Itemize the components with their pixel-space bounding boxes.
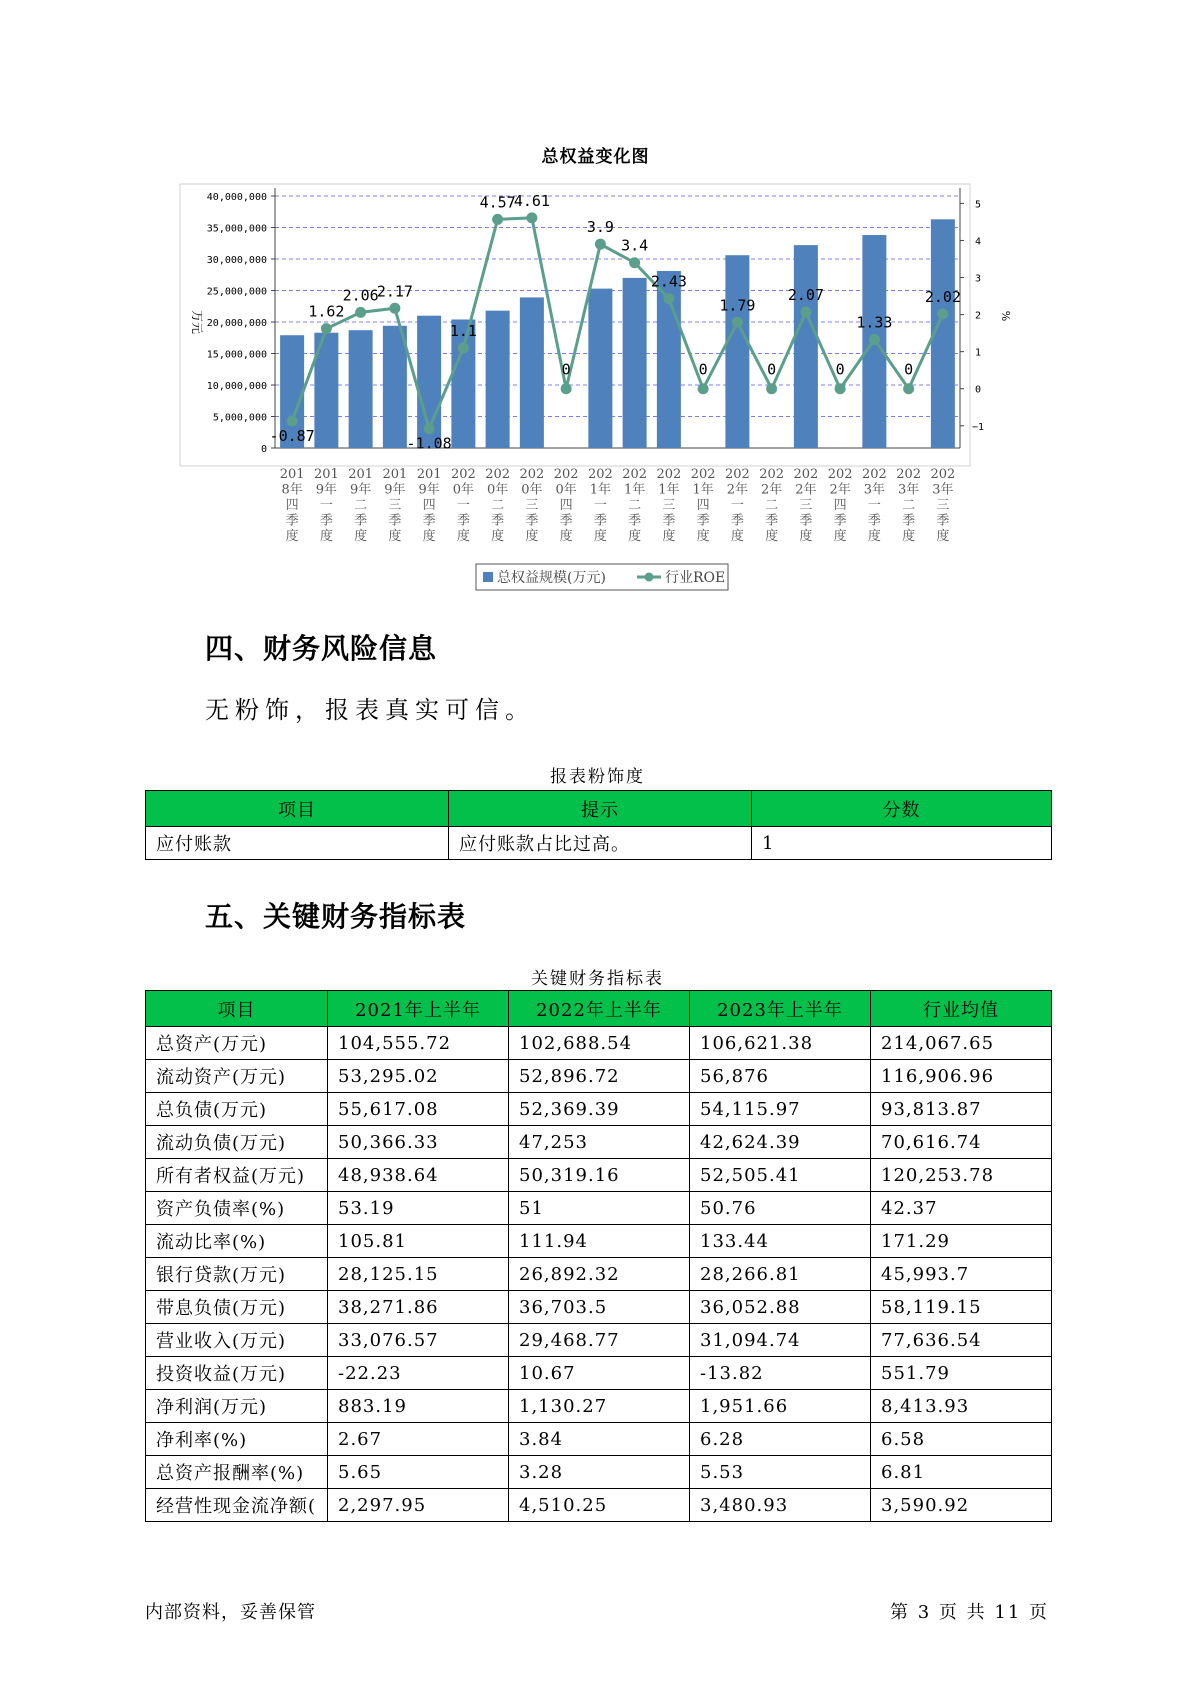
value-cell: 53,295.02: [328, 1060, 509, 1093]
x-tick-label: 9年: [418, 482, 440, 498]
value-cell: 29,468.77: [509, 1324, 690, 1357]
value-cell: 50,319.16: [509, 1159, 690, 1192]
roe-data-label: 1.79: [719, 296, 756, 315]
value-cell: 3.28: [509, 1456, 690, 1489]
x-tick-label: 季: [456, 513, 470, 529]
row-label-cell: 应付账款: [146, 827, 449, 860]
t2-header-cell: 2022年上半年: [509, 991, 690, 1027]
value-cell: 55,617.08: [328, 1093, 509, 1126]
roe-data-label: 2.02: [924, 287, 961, 306]
x-tick-label: 度: [628, 529, 642, 544]
x-tick-label: 四: [422, 498, 436, 513]
table-row: [146, 1060, 1052, 1093]
value-cell: 52,505.41: [690, 1159, 871, 1192]
roe-point: [766, 383, 777, 394]
y-tick-label: 40,000,000: [206, 192, 267, 203]
x-tick-label: 二: [491, 498, 505, 513]
x-tick-label: 1年: [623, 482, 646, 498]
roe-data-label: 4.57: [479, 193, 516, 212]
x-tick-label: 度: [285, 529, 299, 544]
roe-point: [492, 214, 503, 225]
x-tick-label: 季: [902, 513, 916, 529]
value-cell: 2.67: [328, 1423, 509, 1456]
value-cell: 1,130.27: [509, 1390, 690, 1423]
chart-title: 总权益变化图: [541, 147, 650, 167]
value-cell: 3,590.92: [871, 1489, 1052, 1522]
legend-line-marker: [645, 573, 654, 582]
roe-point: [561, 383, 572, 394]
x-tick-label: 季: [354, 513, 368, 529]
y2-tick-label: 5: [974, 199, 982, 211]
x-tick-label: 四: [833, 498, 847, 513]
x-tick-label: 季: [422, 513, 436, 529]
value-cell: 52,896.72: [509, 1060, 690, 1093]
x-tick-label: 201: [382, 467, 408, 482]
roe-data-label: 3.9: [586, 218, 614, 237]
x-tick-label: 202: [759, 467, 785, 482]
value-cell: 36,703.5: [509, 1291, 690, 1324]
value-cell: 171.29: [871, 1225, 1052, 1258]
value-cell: 133.44: [690, 1225, 871, 1258]
x-tick-label: 度: [593, 529, 607, 544]
value-cell: 42,624.39: [690, 1126, 871, 1159]
roe-point: [835, 383, 846, 394]
value-cell: 551.79: [871, 1357, 1052, 1390]
window-dressing-table: [145, 790, 1052, 860]
x-tick-label: 季: [696, 513, 710, 529]
bar: [486, 311, 510, 448]
y2-tick-label: 1: [974, 347, 982, 359]
roe-point: [937, 308, 948, 319]
table-row: [146, 1126, 1052, 1159]
table-row: [146, 1423, 1052, 1456]
value-cell: 6.81: [871, 1456, 1052, 1489]
x-tick-label: 1年: [692, 482, 714, 498]
table-row: [146, 827, 1052, 860]
row-label-cell: 总资产(万元): [146, 1027, 328, 1060]
x-tick-label: 一: [867, 498, 881, 513]
roe-point: [800, 306, 811, 317]
x-tick-label: 季: [662, 513, 676, 529]
value-cell: 51: [509, 1192, 690, 1225]
value-cell: 54,115.97: [690, 1093, 871, 1126]
value-cell: 93,813.87: [871, 1093, 1052, 1126]
value-cell: 6.58: [871, 1423, 1052, 1456]
x-tick-label: 度: [936, 529, 950, 544]
value-cell: 116,906.96: [871, 1060, 1052, 1093]
row-label-cell: 净利率(%): [146, 1423, 328, 1456]
roe-point: [663, 293, 674, 304]
x-tick-label: 度: [319, 529, 333, 544]
x-tick-label: 9年: [349, 482, 372, 498]
table-row: [146, 1456, 1052, 1489]
x-tick-label: 一: [730, 498, 744, 513]
x-tick-label: 一: [593, 498, 607, 513]
roe-point: [458, 342, 469, 353]
x-tick-label: 2年: [760, 482, 783, 498]
value-cell: 1,951.66: [690, 1390, 871, 1423]
value-cell: -13.82: [690, 1357, 871, 1390]
x-tick-label: 度: [662, 529, 676, 544]
x-tick-label: 季: [765, 513, 779, 529]
x-tick-label: 四: [559, 498, 573, 513]
y2-tick-label: 0: [974, 384, 982, 396]
x-tick-label: 季: [491, 513, 505, 529]
x-tick-label: 度: [422, 529, 436, 544]
x-tick-label: 201: [416, 467, 442, 482]
x-tick-label: 季: [936, 513, 950, 529]
y-tick-label: 15,000,000: [206, 349, 267, 361]
table-row: [146, 1258, 1052, 1291]
section5-heading: 五、关键财务指标表: [205, 900, 467, 933]
value-cell: 58,119.15: [871, 1291, 1052, 1324]
legend-line-label: 行业ROE: [665, 570, 726, 586]
table-row: [146, 1225, 1052, 1258]
value-cell: 102,688.54: [509, 1027, 690, 1060]
value-cell: 1: [752, 827, 1052, 860]
row-label-cell: 营业收入(万元): [146, 1324, 328, 1357]
roe-data-label: 1.62: [308, 302, 345, 321]
x-tick-label: 0年: [555, 482, 577, 498]
roe-data-label: 2.06: [342, 286, 379, 305]
roe-point: [321, 323, 332, 334]
x-tick-label: 三: [662, 498, 676, 513]
value-cell: 5.65: [328, 1456, 509, 1489]
x-tick-label: 202: [519, 467, 545, 482]
value-cell: 214,067.65: [871, 1027, 1052, 1060]
table-row: [146, 1291, 1052, 1324]
bar: [520, 297, 544, 448]
x-tick-label: 度: [456, 529, 470, 544]
roe-point: [287, 415, 298, 426]
x-tick-label: 度: [388, 529, 402, 544]
x-tick-label: 201: [313, 467, 339, 482]
value-cell: 111.94: [509, 1225, 690, 1258]
y2-axis-title: %: [999, 310, 1012, 322]
x-tick-label: 季: [388, 513, 402, 529]
value-cell: 70,616.74: [871, 1126, 1052, 1159]
x-tick-label: 202: [553, 467, 579, 482]
row-label-cell: 资产负债率(%): [146, 1192, 328, 1225]
x-tick-label: 度: [491, 529, 505, 544]
x-tick-label: 二: [628, 498, 642, 513]
x-tick-label: 202: [724, 467, 750, 482]
value-cell: 104,555.72: [328, 1027, 509, 1060]
row-label-cell: 净利润(万元): [146, 1390, 328, 1423]
roe-point: [903, 383, 914, 394]
x-tick-label: 201: [279, 467, 305, 482]
value-cell: 53.19: [328, 1192, 509, 1225]
x-tick-label: 2年: [829, 482, 851, 498]
value-cell: 883.19: [328, 1390, 509, 1423]
x-tick-label: 二: [354, 498, 368, 513]
y-tick-label: 20,000,000: [206, 318, 267, 329]
value-cell: 应付账款占比过高。: [449, 827, 752, 860]
roe-data-label: -1.08: [406, 434, 452, 453]
x-tick-label: 四: [696, 498, 710, 513]
roe-data-label: -0.87: [269, 426, 315, 445]
y-axis-title: 万元: [190, 309, 204, 335]
y-tick-label: 30,000,000: [206, 255, 267, 266]
value-cell: 33,076.57: [328, 1324, 509, 1357]
x-tick-label: 度: [354, 529, 368, 544]
x-tick-label: 0年: [486, 482, 509, 498]
roe-data-label: 3.4: [621, 236, 649, 255]
x-tick-label: 季: [593, 513, 607, 529]
roe-data-label: 2.07: [787, 285, 824, 304]
roe-point: [698, 383, 709, 394]
value-cell: 50.76: [690, 1192, 871, 1225]
value-cell: 28,266.81: [690, 1258, 871, 1291]
x-tick-label: 四: [285, 498, 299, 513]
x-tick-label: 二: [765, 498, 779, 513]
x-tick-label: 季: [559, 513, 573, 529]
t1-header-cell: 分数: [752, 791, 1052, 827]
value-cell: 3.84: [509, 1423, 690, 1456]
row-label-cell: 流动负债(万元): [146, 1126, 328, 1159]
roe-point: [629, 257, 640, 268]
roe-data-label: 0: [698, 360, 708, 379]
value-cell: 56,876: [690, 1060, 871, 1093]
y-tick-label: 0: [260, 444, 267, 455]
y2-tick-label: 4: [974, 236, 982, 248]
x-tick-label: 8年: [281, 482, 303, 498]
roe-point: [389, 303, 400, 314]
bar: [349, 330, 373, 448]
value-cell: 42.37: [871, 1192, 1052, 1225]
footer-confidential: 内部资料，妥善保管: [145, 1602, 316, 1623]
table-row: [146, 1324, 1052, 1357]
section4-text: 无粉饰，报表真实可信。: [205, 696, 535, 724]
roe-data-label: 2.43: [650, 272, 687, 291]
x-tick-label: 202: [827, 467, 853, 482]
x-tick-label: 202: [622, 467, 648, 482]
x-tick-label: 度: [799, 529, 813, 544]
x-tick-label: 9年: [315, 482, 338, 498]
table-row: [146, 1027, 1052, 1060]
row-label-cell: 流动资产(万元): [146, 1060, 328, 1093]
bar: [623, 278, 647, 448]
x-tick-label: 202: [861, 467, 887, 482]
roe-data-label: 0: [767, 360, 777, 379]
x-tick-label: 一: [456, 498, 470, 513]
table-row: [146, 1192, 1052, 1225]
roe-data-label: 1.33: [856, 313, 893, 332]
table-row: [146, 1093, 1052, 1126]
t2-header-cell: 2021年上半年: [328, 991, 509, 1027]
value-cell: 77,636.54: [871, 1324, 1052, 1357]
y2-tick-label: 3: [974, 273, 982, 285]
x-tick-label: 0年: [521, 482, 543, 498]
roe-data-label: 0: [835, 360, 845, 379]
row-label-cell: 所有者权益(万元): [146, 1159, 328, 1192]
roe-data-label: 4.61: [513, 191, 550, 210]
x-tick-label: 季: [525, 513, 539, 529]
roe-point: [424, 423, 435, 434]
value-cell: 38,271.86: [328, 1291, 509, 1324]
row-label-cell: 投资收益(万元): [146, 1357, 328, 1390]
x-tick-label: 202: [930, 467, 956, 482]
value-cell: 52,369.39: [509, 1093, 690, 1126]
x-tick-label: 度: [696, 529, 710, 544]
value-cell: 45,993.7: [871, 1258, 1052, 1291]
bar: [725, 255, 749, 448]
y2-tick-label: 2: [974, 310, 982, 322]
x-tick-label: 季: [833, 513, 847, 529]
value-cell: 120,253.78: [871, 1159, 1052, 1192]
value-cell: -22.23: [328, 1357, 509, 1390]
table-row: [146, 1390, 1052, 1423]
value-cell: 10.67: [509, 1357, 690, 1390]
roe-point: [355, 307, 366, 318]
value-cell: 36,052.88: [690, 1291, 871, 1324]
section4-heading: 四、财务风险信息: [205, 632, 438, 665]
x-tick-label: 2年: [726, 482, 749, 498]
x-tick-label: 度: [559, 529, 573, 544]
value-cell: 6.28: [690, 1423, 871, 1456]
value-cell: 28,125.15: [328, 1258, 509, 1291]
value-cell: 2,297.95: [328, 1489, 509, 1522]
x-tick-label: 二: [902, 498, 916, 513]
y2-tick-label: −1: [971, 421, 985, 433]
value-cell: 47,253: [509, 1126, 690, 1159]
t2-header-cell: 行业均值: [871, 991, 1052, 1027]
value-cell: 106,621.38: [690, 1027, 871, 1060]
footer-page-number: 第 3 页 共 11 页: [890, 1602, 1049, 1623]
t2-header-cell: 2023年上半年: [690, 991, 871, 1027]
bar: [383, 326, 407, 448]
x-tick-label: 季: [730, 513, 744, 529]
x-tick-label: 季: [319, 513, 333, 529]
value-cell: 4,510.25: [509, 1489, 690, 1522]
row-label-cell: 经营性现金流净额(: [146, 1489, 328, 1522]
row-label-cell: 带息负债(万元): [146, 1291, 328, 1324]
x-tick-label: 季: [867, 513, 881, 529]
x-tick-label: 三: [799, 498, 813, 513]
equity-chart: [0, 0, 1191, 600]
legend-bar-swatch: [483, 572, 493, 582]
bar: [588, 289, 612, 448]
roe-data-label: 1.1: [449, 321, 477, 340]
value-cell: 5.53: [690, 1456, 871, 1489]
x-tick-label: 3年: [897, 482, 920, 498]
value-cell: 26,892.32: [509, 1258, 690, 1291]
roe-point: [869, 334, 880, 345]
value-cell: 3,480.93: [690, 1489, 871, 1522]
roe-point: [595, 239, 606, 250]
legend-bar-label: 总权益规模(万元): [497, 570, 606, 586]
roe-data-label: 0: [561, 360, 571, 379]
x-tick-label: 202: [656, 467, 682, 482]
t1-header-cell: 项目: [146, 791, 449, 827]
value-cell: 8,413.93: [871, 1390, 1052, 1423]
x-tick-label: 三: [525, 498, 539, 513]
x-tick-label: 202: [587, 467, 613, 482]
x-tick-label: 三: [388, 498, 402, 513]
row-label-cell: 总资产报酬率(%): [146, 1456, 328, 1489]
value-cell: 31,094.74: [690, 1324, 871, 1357]
x-tick-label: 1年: [658, 482, 680, 498]
x-tick-label: 202: [450, 467, 476, 482]
x-tick-label: 3年: [863, 482, 886, 498]
table-row: [146, 1357, 1052, 1390]
key-indicator-table: [145, 990, 1052, 1522]
bar: [794, 245, 818, 448]
x-tick-label: 度: [765, 529, 779, 544]
table-row: [146, 1159, 1052, 1192]
x-tick-label: 季: [799, 513, 813, 529]
row-label-cell: 银行贷款(万元): [146, 1258, 328, 1291]
value-cell: 48,938.64: [328, 1159, 509, 1192]
x-tick-label: 2年: [795, 482, 817, 498]
x-tick-label: 202: [793, 467, 819, 482]
y-tick-label: 10,000,000: [206, 381, 267, 392]
roe-point: [526, 212, 537, 223]
table-row: [146, 1489, 1052, 1522]
x-tick-label: 度: [867, 529, 881, 544]
x-tick-label: 度: [833, 529, 847, 544]
x-tick-label: 201: [348, 467, 374, 482]
x-tick-label: 1年: [589, 482, 612, 498]
x-tick-label: 202: [485, 467, 511, 482]
x-tick-label: 季: [285, 513, 299, 529]
x-tick-label: 202: [896, 467, 922, 482]
x-tick-label: 0年: [452, 482, 475, 498]
key-indicator-table-caption: 关键财务指标表: [531, 969, 664, 989]
x-tick-label: 202: [690, 467, 716, 482]
row-label-cell: 总负债(万元): [146, 1093, 328, 1126]
x-tick-label: 度: [902, 529, 916, 544]
x-tick-label: 度: [730, 529, 744, 544]
x-tick-label: 一: [319, 498, 333, 513]
t1-header-cell: 提示: [449, 791, 752, 827]
y-tick-label: 5,000,000: [212, 412, 267, 424]
value-cell: 50,366.33: [328, 1126, 509, 1159]
window-dressing-table-caption: 报表粉饰度: [550, 767, 645, 787]
t2-header-cell: 项目: [146, 991, 328, 1027]
roe-point: [732, 317, 743, 328]
y-tick-label: 25,000,000: [206, 286, 267, 298]
x-tick-label: 9年: [384, 482, 406, 498]
value-cell: 105.81: [328, 1225, 509, 1258]
y-tick-label: 35,000,000: [206, 223, 267, 235]
roe-data-label: 2.17: [376, 282, 413, 301]
x-tick-label: 三: [936, 498, 950, 513]
row-label-cell: 流动比率(%): [146, 1225, 328, 1258]
x-tick-label: 季: [628, 513, 642, 529]
x-tick-label: 度: [525, 529, 539, 544]
x-tick-label: 3年: [932, 482, 954, 498]
roe-data-label: 0: [904, 360, 914, 379]
